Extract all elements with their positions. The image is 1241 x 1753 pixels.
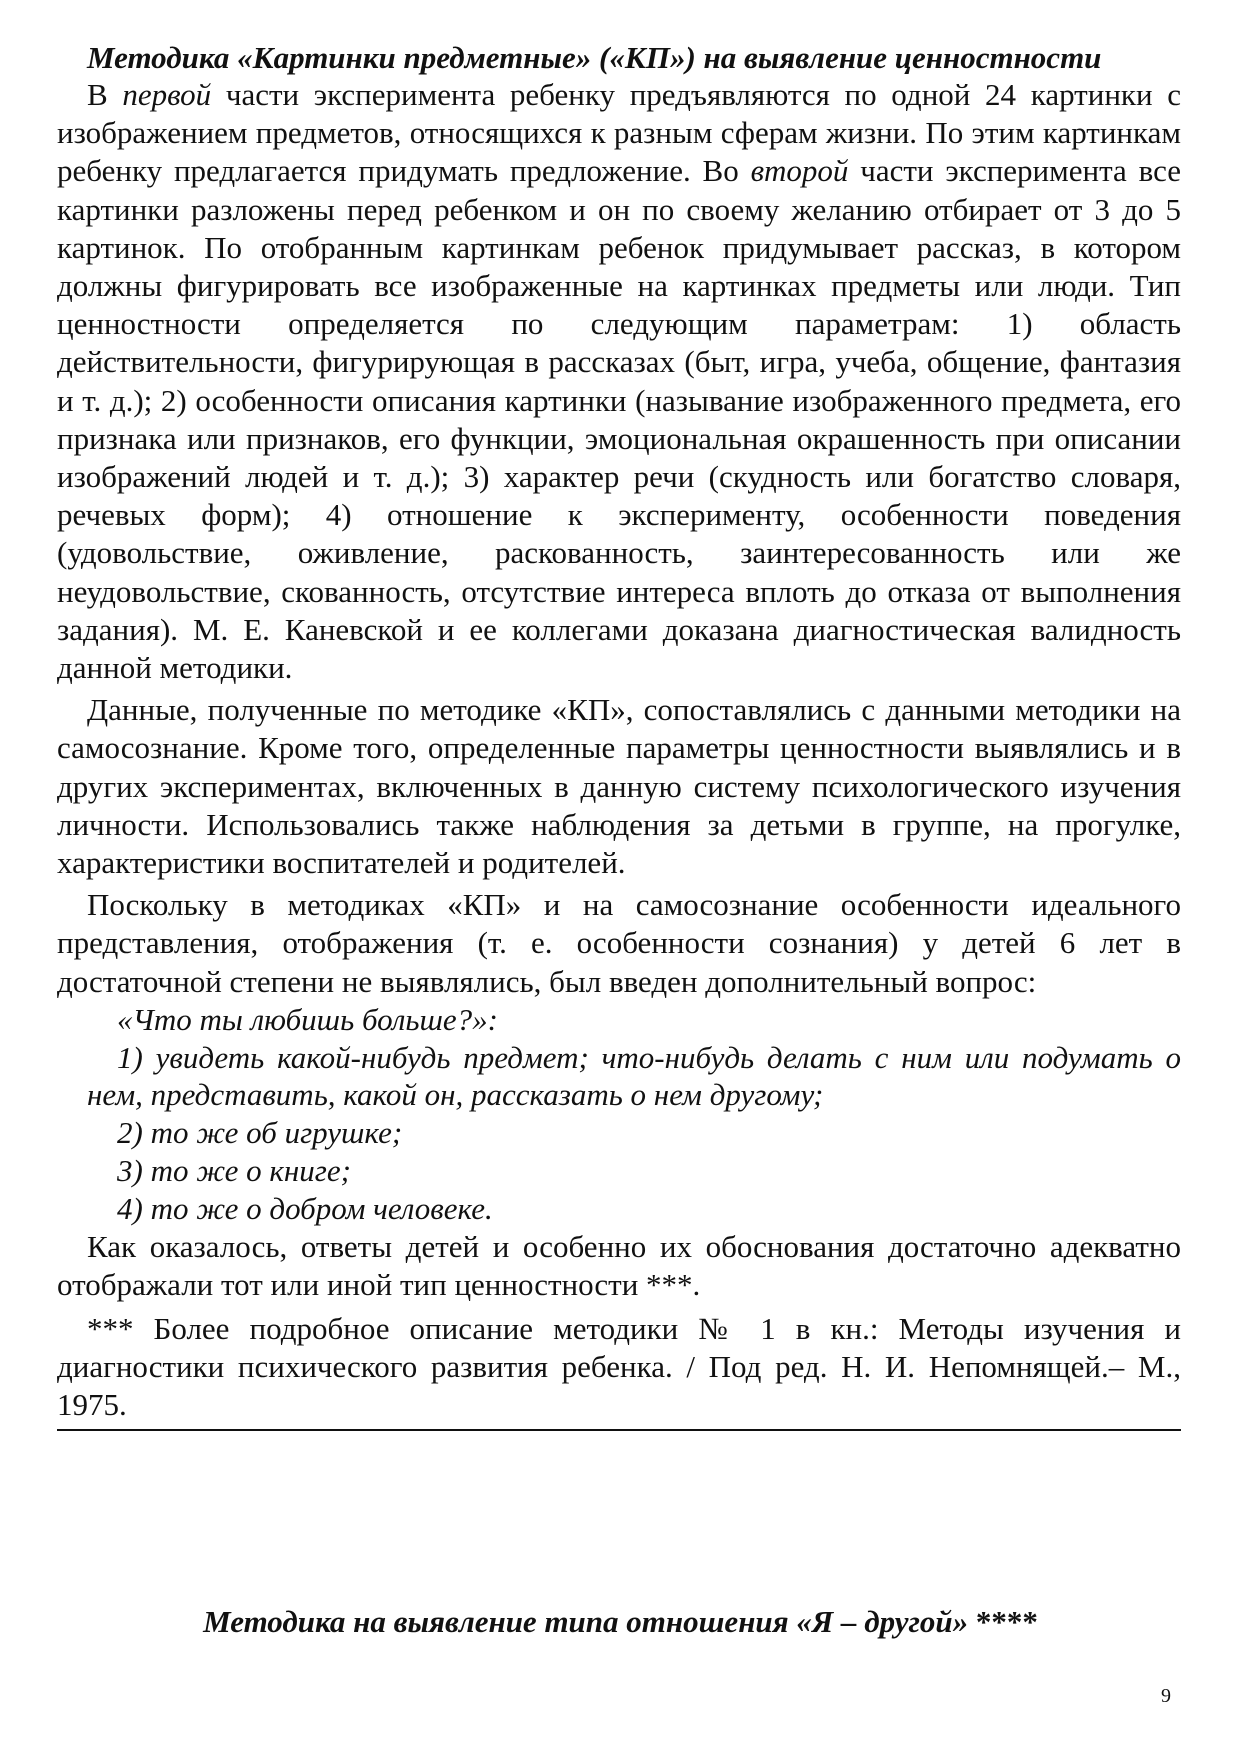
footnote: *** Более подробное описание методики № 1 в кн.: Методы изучения и диагностики психического развития ребенка. / Под ред. Н. И. Непомнящей.– М., 1975. <box>57 1311 1181 1422</box>
option-3: 3) то же о книге; <box>117 1153 351 1189</box>
option-4: 4) то же о добром человеке. <box>117 1190 493 1226</box>
question-text: «Что ты любишь больше?»: <box>117 1001 498 1037</box>
option-2: 2) то же об игрушке; <box>117 1115 403 1151</box>
page-body <box>57 40 1181 1431</box>
divider-rule <box>57 1429 1181 1431</box>
text-run: части эксперимента все картинки разложены перед ребенком и он по своему желанию отбирает от 3 до 5 картинок. По отобранным картинкам ребенок придумывает рассказ, в котором должны фигурировать все изображенные на картинках предметы или люди. Тип ценностности определяется по следующим параметрам: 1) область действительности, фигурирующая в рассказах (быт, игра, учеба, общение, фантазия и т. д.); 2) особенности описания картинки (называние изображенного предмета, его признака или признаков, его функции, эмоциональная окрашенность при описании изображений людей и т. д.); 3) характер речи (скудность или богатство словаря, речевых форм); 4) отношение к эксперименту, особенности поведения (удовольствие, оживление, раскованность, заинтересованность или же неудовольствие, скованность, отсутствие интереса вплоть до отказа от выполнения задания). М. Е. Каневской и ее коллегами доказана диагностическая валидность данной методики. <box>57 153 1181 686</box>
paragraph-additional-question: Поскольку в методиках «КП» и на самосознание особенности идеального представления, отображения (т. е. особенности сознания) у детей 6 лет в достаточной степени не выявлялись, был введен дополнительный вопрос: <box>57 887 1181 999</box>
paragraph-comparison: Данные, полученные по методике «КП», сопоставлялись с данными методики на самосознание. Кроме того, определенные параметры ценностности выявлялись и в других экспериментах, включенных в данную систему психологического изучения личности. Использовались также наблюдения за детьми в группе, на прогулке, характеристики воспитателей и родителей. <box>57 692 1181 881</box>
paragraph-kp-description <box>57 76 1181 687</box>
page-number: 9 <box>1161 1685 1171 1707</box>
text-run: части эксперимента ребенку предъявляются по одной 24 картинки с изображением предметов, относящихся к разным сферам жизни. По этим картинкам ребенку предлагается придумать предложение. Во <box>57 77 1181 189</box>
text-run: В <box>87 77 123 112</box>
section-title-kp: Методика «Картинки предметные» («КП») на выявление ценностности <box>87 40 1102 75</box>
emphasis-first: первой <box>122 77 212 112</box>
section-title-text: Методика на выявление типа отношения «Я – другой» <box>203 1604 969 1639</box>
footnote-marker: **** <box>968 1604 1038 1639</box>
emphasis-second: второй <box>750 153 849 189</box>
paragraph-conclusion: Как оказалось, ответы детей и особенно их обоснования достаточно адекватно отображали тот или иной тип ценностности ***. <box>57 1228 1181 1302</box>
section-title-ya-drugoy <box>0 1604 1241 1640</box>
option-1: 1) увидеть какой-нибудь предмет; что-нибудь делать с ним или подумать о нем, представить, какой он, рассказать о нем другому; <box>87 1039 1181 1113</box>
